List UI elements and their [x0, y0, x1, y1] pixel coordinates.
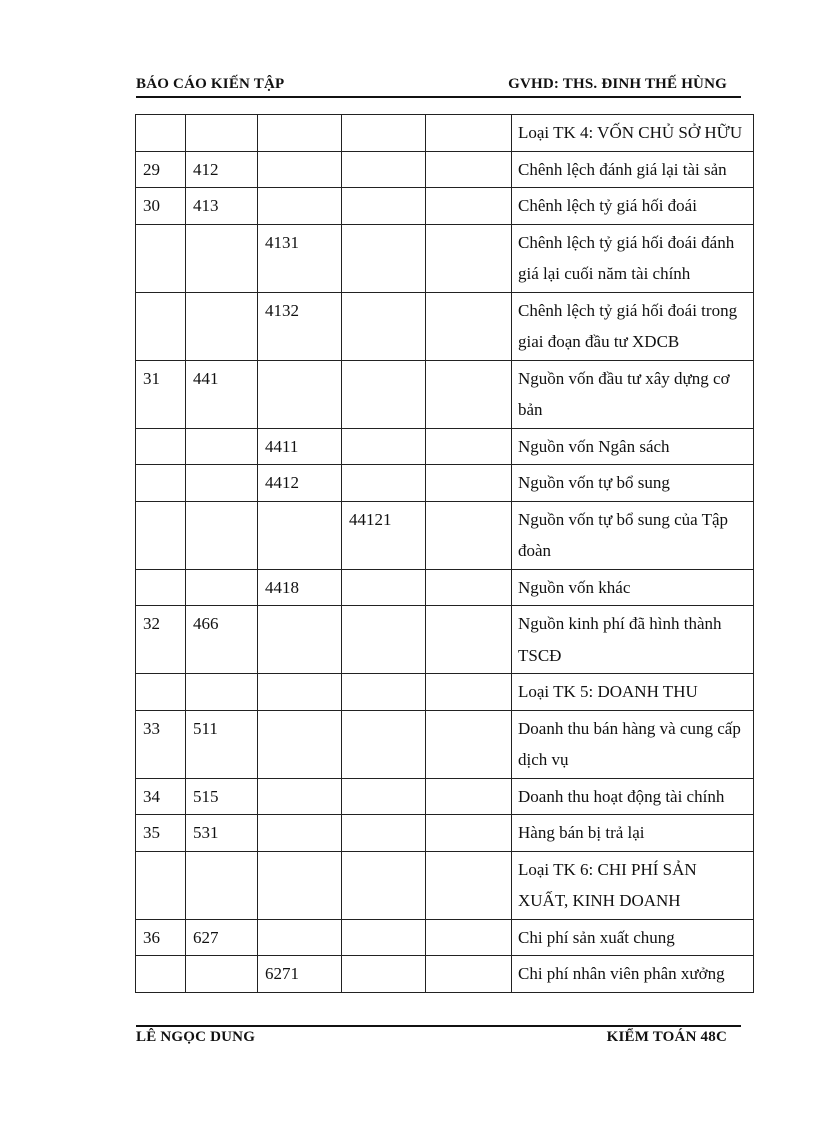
account-name-cell: Chênh lệch tỷ giá hối đoái: [512, 188, 754, 225]
account-level2-cell: [258, 815, 342, 852]
account-name-cell: Nguồn vốn khác: [512, 569, 754, 606]
account-level3-cell: [342, 815, 426, 852]
footer-rule: [136, 1025, 741, 1027]
account-level4-cell: [426, 674, 512, 711]
account-level4-cell: [426, 778, 512, 815]
table-row: [136, 465, 754, 502]
account-level4-cell: [426, 919, 512, 956]
account-level3-cell: [342, 569, 426, 606]
account-name-cell: Chi phí nhân viên phân xưởng: [512, 956, 754, 993]
account-level2-cell: [258, 606, 342, 674]
account-name-cell: Doanh thu hoạt động tài chính: [512, 778, 754, 815]
account-level4-cell: [426, 956, 512, 993]
account-name-cell: Loại TK 6: CHI PHÍ SẢN XUẤT, KINH DOANH: [512, 851, 754, 919]
account-level4-cell: [426, 151, 512, 188]
account-name-cell: Loại TK 5: DOANH THU: [512, 674, 754, 711]
table-row: [136, 778, 754, 815]
account-level2-cell: 6271: [258, 956, 342, 993]
account-level2-cell: [258, 710, 342, 778]
account-level2-cell: [258, 919, 342, 956]
account-level1-cell: [186, 569, 258, 606]
table-row: [136, 956, 754, 993]
table-row: [136, 292, 754, 360]
account-level1-cell: [186, 428, 258, 465]
account-level1-cell: [186, 501, 258, 569]
supervisor-name: GVHD: THS. ĐINH THẾ HÙNG: [508, 76, 727, 92]
row-number-cell: [136, 956, 186, 993]
account-name-cell: Nguồn vốn đầu tư xây dựng cơ bản: [512, 360, 754, 428]
row-number-cell: 32: [136, 606, 186, 674]
account-level4-cell: [426, 569, 512, 606]
account-level3-cell: [342, 465, 426, 502]
account-level3-cell: [342, 360, 426, 428]
account-name-cell: Chênh lệch đánh giá lại tài sản: [512, 151, 754, 188]
account-level3-cell: [342, 224, 426, 292]
account-level2-cell: [258, 778, 342, 815]
account-level3-cell: [342, 778, 426, 815]
account-level1-cell: [186, 851, 258, 919]
account-level3-cell: [342, 710, 426, 778]
account-level4-cell: [426, 465, 512, 502]
account-name-cell: Nguồn vốn tự bổ sung của Tập đoàn: [512, 501, 754, 569]
table-row: [136, 501, 754, 569]
account-name-cell: Chênh lệch tỷ giá hối đoái trong giai đoạn đầu tư XDCB: [512, 292, 754, 360]
row-number-cell: 33: [136, 710, 186, 778]
account-name-cell: Nguồn kinh phí đã hình thành TSCĐ: [512, 606, 754, 674]
table-row: [136, 815, 754, 852]
account-level4-cell: [426, 224, 512, 292]
account-level4-cell: [426, 360, 512, 428]
account-level4-cell: [426, 428, 512, 465]
account-level4-cell: [426, 851, 512, 919]
table-row: [136, 569, 754, 606]
account-level4-cell: [426, 606, 512, 674]
table-row: [136, 851, 754, 919]
row-number-cell: 30: [136, 188, 186, 225]
account-level4-cell: [426, 292, 512, 360]
row-number-cell: [136, 465, 186, 502]
row-number-cell: 31: [136, 360, 186, 428]
account-level2-cell: [258, 115, 342, 152]
row-number-cell: 36: [136, 919, 186, 956]
account-name-cell: Nguồn vốn tự bổ sung: [512, 465, 754, 502]
account-level1-cell: 511: [186, 710, 258, 778]
account-level3-cell: [342, 606, 426, 674]
account-level3-cell: 44121: [342, 501, 426, 569]
table-row: [136, 606, 754, 674]
account-level3-cell: [342, 292, 426, 360]
row-number-cell: 35: [136, 815, 186, 852]
table-row: [136, 115, 754, 152]
header-rule: [136, 96, 741, 98]
account-level2-cell: 4131: [258, 224, 342, 292]
row-number-cell: [136, 674, 186, 711]
account-level1-cell: [186, 956, 258, 993]
account-level2-cell: 4132: [258, 292, 342, 360]
report-title: BÁO CÁO KIẾN TẬP: [136, 76, 285, 92]
table-row: [136, 710, 754, 778]
account-level3-cell: [342, 428, 426, 465]
account-name-cell: Loại TK 4: VỐN CHỦ SỞ HỮU: [512, 115, 754, 152]
account-name-cell: Chi phí sản xuất chung: [512, 919, 754, 956]
row-number-cell: 29: [136, 151, 186, 188]
row-number-cell: [136, 292, 186, 360]
account-level2-cell: 4411: [258, 428, 342, 465]
account-name-cell: Nguồn vốn Ngân sách: [512, 428, 754, 465]
account-level2-cell: [258, 151, 342, 188]
author-name: LÊ NGỌC DUNG: [136, 1029, 256, 1045]
page-footer: [136, 1029, 741, 1049]
account-level3-cell: [342, 115, 426, 152]
account-level2-cell: [258, 501, 342, 569]
account-level1-cell: 627: [186, 919, 258, 956]
account-name-cell: Chênh lệch tỷ giá hối đoái đánh giá lại cuối năm tài chính: [512, 224, 754, 292]
account-level2-cell: 4418: [258, 569, 342, 606]
table-row: [136, 428, 754, 465]
row-number-cell: [136, 569, 186, 606]
account-level1-cell: [186, 465, 258, 502]
account-level4-cell: [426, 115, 512, 152]
chart-of-accounts-table: [135, 114, 754, 993]
account-level4-cell: [426, 710, 512, 778]
row-number-cell: [136, 851, 186, 919]
table-row: [136, 360, 754, 428]
table-row: [136, 151, 754, 188]
account-level3-cell: [342, 674, 426, 711]
accounts-table-body: [136, 115, 754, 993]
account-level2-cell: [258, 188, 342, 225]
account-level1-cell: [186, 674, 258, 711]
account-level1-cell: 515: [186, 778, 258, 815]
account-level3-cell: [342, 956, 426, 993]
table-row: [136, 919, 754, 956]
account-level1-cell: [186, 115, 258, 152]
account-level1-cell: [186, 292, 258, 360]
row-number-cell: [136, 501, 186, 569]
account-level1-cell: 531: [186, 815, 258, 852]
account-level3-cell: [342, 151, 426, 188]
account-level4-cell: [426, 501, 512, 569]
table-row: [136, 224, 754, 292]
account-name-cell: Hàng bán bị trả lại: [512, 815, 754, 852]
account-level4-cell: [426, 188, 512, 225]
account-level2-cell: 4412: [258, 465, 342, 502]
account-level3-cell: [342, 188, 426, 225]
row-number-cell: [136, 115, 186, 152]
account-level3-cell: [342, 851, 426, 919]
page-header: [136, 76, 741, 96]
account-level1-cell: 466: [186, 606, 258, 674]
table-row: [136, 188, 754, 225]
account-level2-cell: [258, 360, 342, 428]
row-number-cell: [136, 428, 186, 465]
table-row: [136, 674, 754, 711]
row-number-cell: 34: [136, 778, 186, 815]
account-level1-cell: [186, 224, 258, 292]
account-name-cell: Doanh thu bán hàng và cung cấp dịch vụ: [512, 710, 754, 778]
account-level4-cell: [426, 815, 512, 852]
account-level2-cell: [258, 674, 342, 711]
account-level1-cell: 441: [186, 360, 258, 428]
account-level1-cell: 412: [186, 151, 258, 188]
account-level2-cell: [258, 851, 342, 919]
account-level1-cell: 413: [186, 188, 258, 225]
row-number-cell: [136, 224, 186, 292]
class-name: KIỂM TOÁN 48C: [606, 1029, 727, 1045]
account-level3-cell: [342, 919, 426, 956]
